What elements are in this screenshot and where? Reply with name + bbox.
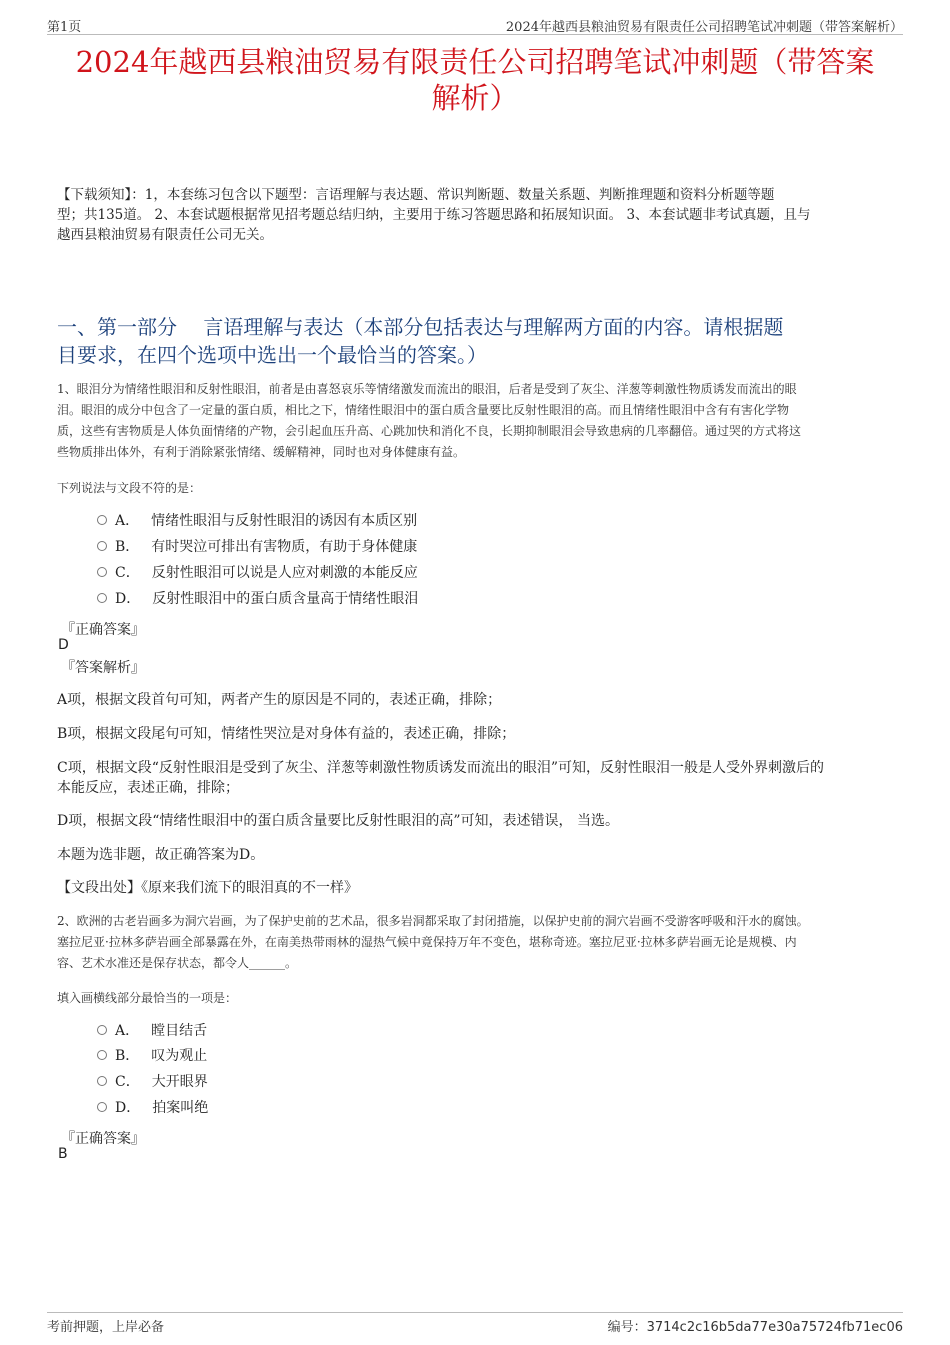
q1-conclusion: 本题为选非题，故正确答案为D。: [57, 847, 265, 863]
radio-icon[interactable]: [97, 515, 107, 525]
radio-icon[interactable]: [97, 1102, 107, 1112]
footer-code: 编号：3714c2c16b5da77e30a75724fb71ec06: [607, 1320, 903, 1335]
q1-analysis-label: 『答案解析』: [61, 660, 145, 676]
q2-answer-label: 『正确答案』: [61, 1131, 145, 1147]
radio-icon[interactable]: [97, 567, 107, 577]
q1-passage: [57, 379, 900, 463]
notice-line-1: 【下载须知】：1，本套练习包含以下题型：言语理解与表达题、常识判断题、数量关系题、判断推理题和资料分析题等题: [57, 187, 775, 203]
q1-option-d[interactable]: D． 反射性眼泪中的蛋白质含量高于情绪性眼泪: [97, 588, 418, 610]
q1-source: 【文段出处】《原来我们流下的眼泪真的不一样》: [57, 880, 358, 896]
q1-analysis-c: C项，根据文段“反射性眼泪是受到了灰尘、洋葱等刺激性物质诱发而流出的眼泪”可知，反射性眼泪一般是人受外界刺激后的 本能反应，表述正确，排除；: [57, 760, 825, 796]
q1-passage-line: 泪。眼泪的成分中包含了一定量的蛋白质，相比之下，情绪性眼泪中的蛋白质含量要比反射性眼泪的高。而且情绪性眼泪中含有有害化学物: [57, 403, 790, 417]
q1-analysis-a: A项，根据文段首句可知，两者产生的原因是不同的，表述正确，排除；: [57, 692, 502, 708]
radio-icon[interactable]: [97, 1025, 107, 1035]
q1-option-c[interactable]: C． 反射性眼泪可以说是人应对刺激的本能反应: [97, 562, 418, 584]
q1-analysis-d: D项，根据文段“情绪性眼泪中的蛋白质含量要比反射性眼泪的高”可知，表述错误， 当选。: [57, 813, 619, 829]
radio-icon[interactable]: [97, 541, 107, 551]
q1-passage-line: 1、眼泪分为情绪性眼泪和反射性眼泪，前者是由喜怒哀乐等情绪激发而流出的眼泪，后者是受到了灰尘、洋葱等刺激性物质诱发而流出的眼: [57, 382, 797, 396]
title-line-2: 解析）: [431, 81, 519, 115]
q2-passage: [57, 911, 900, 974]
q1-option-b[interactable]: B． 有时哭泣可排出有害物质，有助于身体健康: [97, 536, 417, 558]
document-title: [40, 44, 910, 116]
q1-passage-line: 些物质排出体外，有利于消除紧张情绪、缓解精神，同时也对身体健康有益。: [57, 445, 466, 459]
section-heading-line-2: 目要求，在四个选项中选出一个最恰当的答案。）: [57, 343, 487, 367]
q2-option-b[interactable]: B． 叹为观止: [97, 1045, 207, 1067]
header-page-number: 第1页: [47, 20, 82, 35]
section-heading-line-1: 一、第一部分 言语理解与表达（本部分包括表达与理解两方面的内容。请根据题: [57, 315, 784, 339]
download-notice: [57, 185, 900, 245]
q2-answer: B: [58, 1146, 68, 1162]
q1-answer: D: [58, 637, 69, 653]
q2-option-c[interactable]: C． 大开眼界: [97, 1071, 208, 1093]
q1-option-a[interactable]: A． 情绪性眼泪与反射性眼泪的诱因有本质区别: [97, 510, 417, 532]
title-line-1: 2024年越西县粮油贸易有限责任公司招聘笔试冲刺题（带答案: [75, 45, 875, 79]
q1-question: 下列说法与文段不符的是：: [57, 481, 202, 495]
radio-icon[interactable]: [97, 593, 107, 603]
radio-icon[interactable]: [97, 1076, 107, 1086]
q2-option-d[interactable]: D． 拍案叫绝: [97, 1097, 208, 1119]
footer-slogan: 考前押题，上岸必备: [47, 1320, 165, 1335]
q2-option-a[interactable]: A． 瞠目结舌: [97, 1020, 207, 1042]
header-doc-title: 2024年越西县粮油贸易有限责任公司招聘笔试冲刺题（带答案解析）: [505, 20, 903, 35]
section-heading: [57, 313, 900, 369]
q1-analysis-b: B项，根据文段尾句可知，情绪性哭泣是对身体有益的，表述正确，排除；: [57, 726, 516, 742]
q2-passage-line: 塞拉尼亚·拉林多萨岩画全部暴露在外，在南美热带雨林的湿热气候中竟保持万年不变色，堪称奇迹。塞拉尼亚·拉林多萨岩画无论是规模、内: [57, 935, 797, 949]
q2-question: 填入画横线部分最恰当的一项是：: [57, 991, 238, 1005]
page-footer: [47, 1312, 903, 1337]
radio-icon[interactable]: [97, 1050, 107, 1060]
page-header: [47, 14, 903, 35]
q1-passage-line: 质，这些有害物质是人体负面情绪的产物，会引起血压升高、心跳加快和消化不良，长期抑制眼泪会导致患病的几率翻倍。通过哭的方式将这: [57, 424, 802, 438]
q1-answer-label: 『正确答案』: [61, 622, 145, 638]
q2-passage-line: 2、欧洲的古老岩画多为洞穴岩画，为了保护史前的艺术品，很多岩洞都采取了封闭措施，以保护史前的洞穴岩画不受游客呼吸和汗水的腐蚀。: [57, 914, 809, 928]
notice-line-2: 型；共135道。 2、本套试题根据常见招考题总结归纳，主要用于练习答题思路和拓展知识面。 3、本套试题非考试真题，且与: [57, 207, 811, 223]
notice-line-3: 越西县粮油贸易有限责任公司无关。: [57, 227, 273, 243]
q2-passage-line: 容、艺术水准还是保存状态，都令人______。: [57, 956, 298, 970]
